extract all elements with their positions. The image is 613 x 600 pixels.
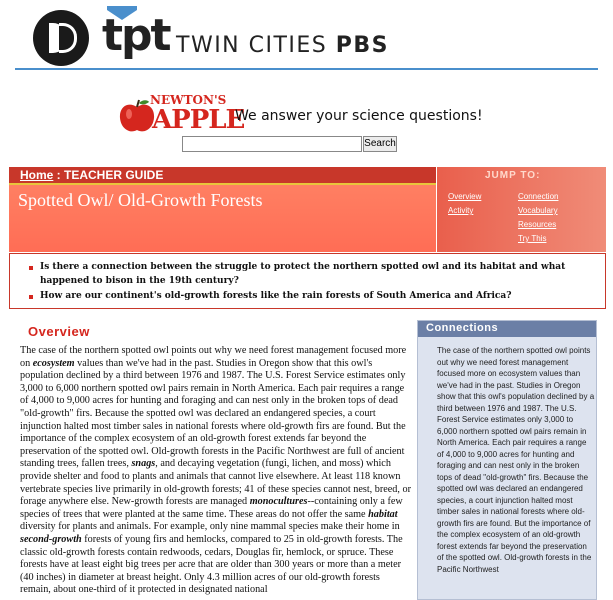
question-item: How are our continent's old-growth forests like the rain forests of South America and Africa? — [40, 291, 512, 301]
header-divider — [15, 68, 598, 70]
term-snags[interactable]: snags — [131, 458, 156, 470]
term-ecosystem[interactable]: ecosystem — [32, 357, 75, 369]
tagline: We answer your science questions! — [235, 108, 483, 124]
tpt-logo-text[interactable]: tpt — [102, 10, 170, 61]
station-suffix: PBS — [335, 33, 390, 58]
overview-text-part: , and decaying vegetation (fungi, lichen, and moss) which provide shelter and food to plants and animals that cannot live elsewhere. At least 118 known vertebrate species live primarily in old-growth forests; 41 of these species cannot nest, breed, or forage anywhere else. New-growth forests are managed — [20, 458, 411, 508]
breadcrumb-home-link[interactable]: Home — [20, 168, 54, 182]
search-button[interactable]: Search — [363, 136, 397, 152]
page-title: Spotted Owl/ Old-Growth Forests — [18, 190, 263, 210]
term-second-growth[interactable]: second-growth — [20, 533, 82, 545]
question-bullet — [29, 266, 33, 270]
search-input[interactable] — [182, 136, 362, 152]
term-habitat[interactable]: habitat — [368, 508, 398, 520]
connections-text: The case of the northern spotted owl points out why we need forest management focused more on ecosystem values than we've had in the past. Studies in Oregon show that this owl's population declined by a third between 1976 and 1987. The U.S. Forest Service estimates only 3,000 to 6,000 northern spotted owl pairs remain in North America. Each pair requires a range of 4,000 to 9,000 acres for hunting and foraging and can nest only in the broken tops of dead "old-growth" firs. Because the spotted owl was declared an endangered species, a court injunction halted most timber sales in national forests where old-growth firs are found. But the importance of the complex ecosystem of an old-growth forest extends far beyond the preservation of the spotted owl. Old-growth forests in the Pacific Northwest — [437, 346, 595, 574]
breadcrumb-underline — [9, 183, 436, 185]
overview-text-part: diversity for plants and animals. For example, only nine mammal species make their home in — [20, 521, 400, 533]
jump-to-title: JUMP TO: — [485, 170, 541, 181]
overview-text-part: forests of young firs and hemlocks, compared to 25 in old-growth forests. The classic old-growth forests contain redwoods, cedars, Douglas fir, hemlock, or spruce. These forests have at least eight big trees per acre that are older than 300 years or more than a meter (40 inches) in diameter at breast height. Only 4.3 million acres of our old-growth forests remain, about one-third of it protected in designated national — [20, 533, 403, 596]
overview-heading: Overview — [28, 324, 90, 339]
overview-text-part: --containing only a few species of trees that were planted at the same time. These areas do not offer the same — [20, 496, 403, 520]
jump-link-overview[interactable]: Overview — [448, 192, 482, 201]
jump-link-resources[interactable]: Resources — [518, 220, 557, 229]
term-monocultures[interactable]: monocultures — [249, 496, 308, 508]
overview-text-part: The case of the northern spotted owl points out why we need forest management focused more on — [20, 345, 407, 369]
breadcrumb-current: TEACHER GUIDE — [64, 168, 164, 182]
question-bullet — [29, 295, 33, 299]
apple-label: APPLE — [152, 105, 245, 135]
breadcrumb-separator: : — [53, 168, 65, 182]
pbs-logo-icon[interactable] — [33, 10, 89, 66]
overview-text-part: values than we've had in the past. Studies in Oregon show that this owl's population declined by a third between 1976 and 1987. The U.S. Forest Service estimates only 3,000 to 6,000 northern spotted owl pairs remain in North America. Each pair requires a range of 4,000 to 9,000 acres for hunting and foraging and can nest only in the broken tops of dead "old-growth" firs. Because the spotted owl was declared an endangered species, a court injunction halted most timber sales in national forests where old-growth firs are found. But the importance of the complex ecosystem of an old-growth forest extends far beyond the preservation of the spotted owl. Old-growth forests in the Pacific Northwest are full of ancient standing trees, fallen trees, — [20, 357, 406, 470]
connections-heading: Connections — [426, 322, 499, 334]
jump-link-connection[interactable]: Connection — [518, 192, 559, 201]
station-prefix: TWIN CITIES — [176, 33, 336, 58]
station-name — [176, 34, 389, 58]
breadcrumb — [20, 168, 163, 182]
question-item: Is there a connection between the struggle to protect the northern spotted owl and its habitat and what happened to bison in the 19th century? — [40, 262, 566, 286]
overview-text — [20, 345, 412, 597]
jump-link-activity[interactable]: Activity — [448, 206, 474, 215]
site-header — [0, 0, 613, 72]
newtons-label: NEWTON'S — [150, 93, 227, 107]
jump-link-try-this[interactable]: Try This — [518, 234, 547, 243]
jump-link-vocabulary[interactable]: Vocabulary — [518, 206, 558, 215]
